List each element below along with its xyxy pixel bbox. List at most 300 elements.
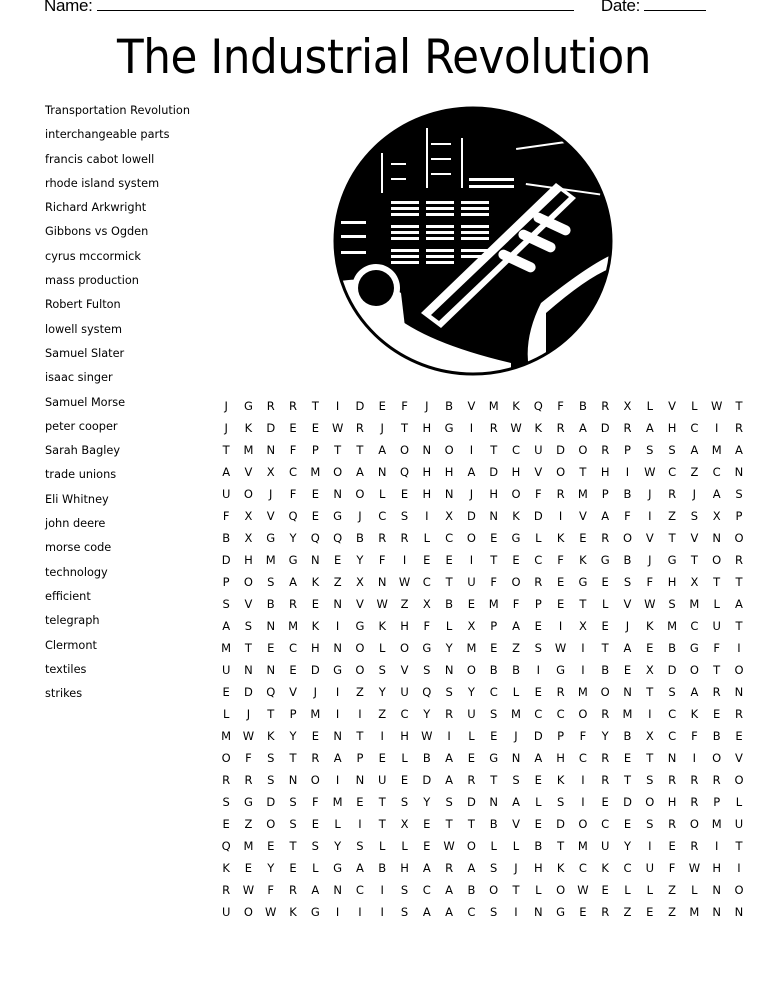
grid-letter[interactable]: L (535, 531, 542, 545)
grid-letter[interactable]: J (625, 619, 630, 633)
grid-letter[interactable]: S (512, 773, 520, 787)
grid-letter[interactable]: A (445, 751, 454, 765)
grid-letter[interactable]: V (244, 465, 253, 479)
grid-letter[interactable]: F (557, 399, 564, 413)
grid-letter[interactable]: T (334, 443, 342, 457)
grid-letter[interactable]: I (447, 729, 451, 743)
grid-letter[interactable]: Y (378, 685, 386, 699)
grid-letter[interactable]: S (646, 817, 654, 831)
grid-letter[interactable]: A (690, 685, 699, 699)
grid-letter[interactable]: O (243, 905, 253, 919)
grid-letter[interactable]: I (380, 883, 384, 897)
grid-letter[interactable]: B (445, 399, 454, 413)
grid-letter[interactable]: P (356, 751, 364, 765)
grid-letter[interactable]: U (600, 839, 610, 853)
grid-letter[interactable]: S (400, 509, 409, 523)
grid-letter[interactable]: T (735, 839, 743, 853)
grid-letter[interactable]: W (644, 465, 656, 479)
grid-letter[interactable]: I (358, 905, 362, 919)
grid-letter[interactable]: K (601, 861, 609, 875)
grid-letter[interactable]: V (266, 509, 275, 523)
grid-letter[interactable]: U (534, 443, 543, 457)
grid-letter[interactable]: U (400, 685, 409, 699)
grid-letter[interactable]: N (712, 531, 721, 545)
grid-letter[interactable]: B (601, 663, 610, 677)
grid-letter[interactable]: V (534, 465, 543, 479)
grid-letter[interactable]: E (601, 619, 609, 633)
grid-letter[interactable]: S (222, 597, 230, 611)
grid-letter[interactable]: T (244, 641, 252, 655)
grid-letter[interactable]: E (400, 773, 409, 787)
grid-letter[interactable]: M (288, 619, 298, 633)
grid-letter[interactable]: P (490, 619, 498, 633)
grid-letter[interactable]: M (466, 641, 477, 655)
grid-letter[interactable]: P (289, 707, 297, 721)
grid-letter[interactable]: L (535, 883, 542, 897)
grid-letter[interactable]: T (557, 839, 565, 853)
grid-letter[interactable]: R (289, 597, 298, 611)
grid-letter[interactable]: Z (244, 817, 253, 831)
grid-letter[interactable]: J (224, 421, 228, 435)
grid-letter[interactable]: D (466, 509, 476, 523)
grid-letter[interactable]: L (379, 641, 386, 655)
grid-letter[interactable]: A (601, 509, 610, 523)
grid-letter[interactable]: D (623, 795, 632, 809)
grid-letter[interactable]: E (579, 531, 587, 545)
grid-letter[interactable]: N (623, 685, 632, 699)
grid-letter[interactable]: E (311, 487, 319, 501)
grid-letter[interactable]: G (333, 663, 343, 677)
grid-letter[interactable]: S (646, 443, 654, 457)
grid-letter[interactable]: W (710, 399, 723, 413)
grid-letter[interactable]: Y (423, 707, 431, 721)
grid-letter[interactable]: Y (467, 685, 475, 699)
grid-letter[interactable]: J (246, 707, 251, 721)
grid-letter[interactable]: R (489, 421, 498, 435)
grid-letter[interactable]: S (556, 795, 565, 809)
grid-letter[interactable]: G (243, 399, 253, 413)
grid-letter[interactable]: F (289, 443, 297, 457)
grid-letter[interactable]: H (400, 619, 409, 633)
grid-letter[interactable]: N (667, 751, 677, 765)
grid-letter[interactable]: F (289, 487, 297, 501)
grid-letter[interactable]: D (466, 795, 476, 809)
grid-letter[interactable]: E (222, 817, 230, 831)
grid-letter[interactable]: H (400, 729, 409, 743)
grid-letter[interactable]: H (422, 465, 432, 479)
grid-letter[interactable]: H (444, 465, 454, 479)
grid-letter[interactable]: X (578, 619, 587, 633)
grid-letter[interactable]: V (400, 663, 409, 677)
grid-letter[interactable]: R (601, 751, 610, 765)
grid-letter[interactable]: R (712, 685, 721, 699)
grid-letter[interactable]: R (534, 575, 543, 589)
grid-letter[interactable]: R (556, 685, 565, 699)
grid-letter[interactable]: Q (310, 531, 320, 545)
grid-letter[interactable]: F (512, 597, 520, 611)
grid-letter[interactable]: E (400, 487, 409, 501)
grid-letter[interactable]: S (646, 773, 654, 787)
grid-letter[interactable]: R (601, 531, 610, 545)
grid-letter[interactable]: B (668, 641, 677, 655)
grid-letter[interactable]: S (267, 751, 275, 765)
grid-letter[interactable]: B (623, 729, 632, 743)
grid-letter[interactable]: S (289, 795, 297, 809)
grid-letter[interactable]: C (668, 707, 677, 721)
grid-letter[interactable]: W (510, 421, 522, 435)
grid-letter[interactable]: C (668, 729, 677, 743)
grid-letter[interactable]: W (242, 729, 255, 743)
grid-letter[interactable]: F (557, 553, 564, 567)
grid-letter[interactable]: O (578, 817, 588, 831)
grid-letter[interactable]: M (310, 465, 321, 479)
grid-letter[interactable]: V (645, 531, 654, 545)
grid-letter[interactable]: F (267, 883, 275, 897)
grid-letter[interactable]: O (712, 751, 722, 765)
grid-letter[interactable]: I (581, 795, 585, 809)
grid-letter[interactable]: S (668, 443, 676, 457)
grid-letter[interactable]: K (512, 399, 520, 413)
grid-letter[interactable]: T (646, 751, 654, 765)
grid-letter[interactable]: U (712, 619, 721, 633)
grid-letter[interactable]: M (221, 641, 232, 655)
grid-letter[interactable]: A (445, 773, 454, 787)
grid-letter[interactable]: T (401, 421, 409, 435)
grid-letter[interactable]: H (244, 553, 253, 567)
grid-letter[interactable]: D (556, 443, 566, 457)
grid-letter[interactable]: S (534, 641, 542, 655)
grid-letter[interactable]: C (400, 707, 409, 721)
grid-letter[interactable]: E (512, 553, 520, 567)
grid-letter[interactable]: C (534, 707, 543, 721)
grid-letter[interactable]: T (490, 553, 498, 567)
grid-letter[interactable]: D (422, 773, 432, 787)
grid-letter[interactable]: X (422, 597, 431, 611)
grid-letter[interactable]: B (489, 663, 498, 677)
grid-letter[interactable]: O (243, 575, 253, 589)
grid-letter[interactable]: T (445, 575, 453, 589)
grid-letter[interactable]: U (221, 663, 231, 677)
grid-letter[interactable]: Z (668, 509, 677, 523)
grid-letter[interactable]: I (335, 707, 340, 721)
grid-letter[interactable]: F (668, 861, 676, 875)
grid-letter[interactable]: T (713, 663, 721, 677)
grid-letter[interactable]: R (266, 399, 275, 413)
grid-letter[interactable]: I (648, 509, 652, 523)
grid-letter[interactable]: T (690, 553, 698, 567)
grid-letter[interactable]: T (735, 575, 743, 589)
grid-letter[interactable]: U (645, 861, 654, 875)
grid-letter[interactable]: T (646, 685, 654, 699)
grid-letter[interactable]: N (377, 575, 387, 589)
grid-letter[interactable]: M (243, 443, 254, 457)
grid-letter[interactable]: B (355, 531, 364, 545)
grid-letter[interactable]: S (490, 905, 498, 919)
grid-letter[interactable]: O (734, 663, 744, 677)
grid-letter[interactable]: L (379, 839, 386, 853)
grid-letter[interactable]: K (244, 421, 253, 435)
grid-letter[interactable]: S (311, 839, 319, 853)
grid-letter[interactable]: E (623, 663, 632, 677)
grid-letter[interactable]: O (511, 575, 521, 589)
grid-letter[interactable]: H (511, 465, 521, 479)
grid-letter[interactable]: A (422, 861, 431, 875)
grid-letter[interactable]: L (312, 861, 319, 875)
grid-letter[interactable]: R (400, 531, 409, 545)
grid-letter[interactable]: Y (445, 641, 453, 655)
grid-letter[interactable]: M (622, 707, 633, 721)
grid-letter[interactable]: R (690, 773, 699, 787)
grid-letter[interactable]: U (221, 487, 231, 501)
grid-letter[interactable]: E (623, 817, 632, 831)
grid-letter[interactable]: B (422, 751, 431, 765)
grid-letter[interactable]: H (400, 861, 409, 875)
grid-letter[interactable]: S (400, 883, 409, 897)
grid-letter[interactable]: E (534, 773, 542, 787)
grid-letter[interactable]: E (311, 509, 319, 523)
grid-letter[interactable]: W (644, 597, 656, 611)
grid-letter[interactable]: X (400, 817, 409, 831)
grid-letter[interactable]: L (468, 729, 475, 743)
grid-letter[interactable]: O (355, 641, 365, 655)
grid-letter[interactable]: E (556, 597, 565, 611)
grid-letter[interactable]: K (512, 509, 520, 523)
grid-letter[interactable]: S (267, 773, 275, 787)
grid-letter[interactable]: E (490, 729, 498, 743)
date-field[interactable] (644, 0, 706, 11)
grid-letter[interactable]: P (735, 509, 743, 523)
grid-letter[interactable]: E (646, 905, 654, 919)
grid-letter[interactable]: A (289, 575, 297, 589)
grid-letter[interactable]: R (601, 773, 610, 787)
grid-letter[interactable]: P (601, 487, 609, 501)
grid-letter[interactable]: C (690, 421, 699, 435)
grid-letter[interactable]: I (469, 553, 474, 567)
grid-letter[interactable]: I (714, 839, 719, 853)
grid-letter[interactable]: R (668, 487, 677, 501)
grid-letter[interactable]: N (333, 641, 342, 655)
grid-letter[interactable]: K (646, 619, 654, 633)
grid-letter[interactable]: U (378, 773, 387, 787)
grid-letter[interactable]: O (466, 531, 476, 545)
grid-letter[interactable]: S (356, 839, 364, 853)
grid-letter[interactable]: C (578, 861, 587, 875)
grid-letter[interactable]: M (689, 905, 700, 919)
grid-letter[interactable]: P (311, 443, 319, 457)
grid-letter[interactable]: D (266, 421, 276, 435)
grid-letter[interactable]: M (332, 795, 343, 809)
grid-letter[interactable]: N (712, 905, 721, 919)
grid-letter[interactable]: C (511, 443, 521, 457)
grid-letter[interactable]: Y (601, 729, 609, 743)
grid-letter[interactable]: Q (333, 531, 343, 545)
grid-letter[interactable]: G (333, 861, 343, 875)
grid-letter[interactable]: J (514, 729, 518, 743)
grid-letter[interactable]: J (380, 421, 384, 435)
grid-letter[interactable]: Y (334, 839, 342, 853)
grid-letter[interactable]: W (688, 861, 701, 875)
grid-letter[interactable]: Z (512, 641, 520, 655)
grid-letter[interactable]: A (355, 465, 364, 479)
grid-letter[interactable]: S (668, 685, 676, 699)
grid-letter[interactable]: Y (289, 531, 297, 545)
grid-letter[interactable]: C (422, 883, 431, 897)
grid-letter[interactable]: G (511, 531, 521, 545)
grid-letter[interactable]: O (310, 773, 320, 787)
grid-letter[interactable]: A (311, 883, 320, 897)
grid-letter[interactable]: E (311, 817, 319, 831)
grid-letter[interactable]: N (422, 443, 432, 457)
grid-letter[interactable]: D (600, 421, 610, 435)
grid-letter[interactable]: T (378, 817, 386, 831)
grid-letter[interactable]: F (222, 509, 230, 523)
grid-letter[interactable]: R (623, 421, 632, 435)
grid-letter[interactable]: T (579, 465, 587, 479)
grid-letter[interactable]: X (467, 619, 476, 633)
grid-letter[interactable]: I (335, 619, 340, 633)
grid-letter[interactable]: W (376, 597, 388, 611)
grid-letter[interactable]: S (490, 861, 498, 875)
grid-letter[interactable]: A (445, 905, 454, 919)
grid-letter[interactable]: S (400, 905, 409, 919)
grid-letter[interactable]: E (289, 861, 297, 875)
grid-letter[interactable]: X (266, 465, 275, 479)
grid-letter[interactable]: P (557, 729, 565, 743)
grid-letter[interactable]: Q (288, 509, 298, 523)
grid-letter[interactable]: O (511, 487, 521, 501)
grid-letter[interactable]: T (579, 597, 587, 611)
grid-letter[interactable]: A (333, 751, 342, 765)
grid-letter[interactable]: D (556, 817, 566, 831)
grid-letter[interactable]: F (423, 619, 431, 633)
grid-letter[interactable]: O (466, 663, 476, 677)
grid-letter[interactable]: O (466, 839, 476, 853)
grid-letter[interactable]: L (535, 795, 542, 809)
grid-letter[interactable]: J (425, 399, 429, 413)
grid-letter[interactable]: M (667, 619, 678, 633)
grid-letter[interactable]: I (335, 773, 340, 787)
grid-letter[interactable]: S (400, 795, 409, 809)
grid-letter[interactable]: E (534, 817, 542, 831)
grid-letter[interactable]: Y (356, 553, 364, 567)
grid-letter[interactable]: O (600, 685, 610, 699)
grid-letter[interactable]: Q (221, 839, 231, 853)
grid-letter[interactable]: I (581, 663, 585, 677)
grid-letter[interactable]: R (289, 399, 298, 413)
grid-letter[interactable]: T (445, 817, 453, 831)
grid-letter[interactable]: C (378, 509, 387, 523)
grid-letter[interactable]: H (422, 487, 432, 501)
grid-letter[interactable]: H (556, 751, 565, 765)
grid-letter[interactable]: T (356, 729, 364, 743)
grid-letter[interactable]: W (554, 641, 567, 655)
grid-letter[interactable]: V (623, 597, 632, 611)
grid-letter[interactable]: T (356, 443, 364, 457)
grid-letter[interactable]: F (579, 729, 587, 743)
grid-letter[interactable]: N (444, 663, 454, 677)
grid-letter[interactable]: D (221, 553, 231, 567)
grid-letter[interactable]: R (445, 861, 454, 875)
grid-letter[interactable]: U (221, 905, 231, 919)
grid-letter[interactable]: F (646, 575, 654, 589)
grid-letter[interactable]: V (512, 817, 520, 831)
grid-letter[interactable]: O (734, 773, 744, 787)
grid-letter[interactable]: E (423, 839, 431, 853)
grid-letter[interactable]: W (265, 905, 277, 919)
grid-letter[interactable]: J (692, 487, 697, 501)
grid-letter[interactable]: D (489, 465, 499, 479)
grid-letter[interactable]: N (333, 729, 342, 743)
grid-letter[interactable]: P (624, 443, 631, 457)
grid-letter[interactable]: G (266, 531, 276, 545)
grid-letter[interactable]: D (533, 729, 543, 743)
grid-letter[interactable]: L (713, 597, 720, 611)
grid-letter[interactable]: A (222, 619, 231, 633)
grid-letter[interactable]: E (490, 641, 498, 655)
grid-letter[interactable]: W (421, 729, 433, 743)
grid-letter[interactable]: K (690, 707, 699, 721)
grid-letter[interactable]: R (690, 795, 699, 809)
grid-letter[interactable]: N (288, 773, 298, 787)
grid-letter[interactable]: O (645, 795, 655, 809)
grid-letter[interactable]: S (289, 817, 297, 831)
grid-letter[interactable]: P (534, 597, 542, 611)
grid-letter[interactable]: E (601, 883, 609, 897)
grid-letter[interactable]: C (445, 531, 454, 545)
grid-letter[interactable]: P (713, 795, 721, 809)
grid-letter[interactable]: K (378, 619, 386, 633)
grid-letter[interactable]: T (735, 399, 743, 413)
grid-letter[interactable]: E (490, 531, 498, 545)
grid-letter[interactable]: L (401, 751, 408, 765)
grid-letter[interactable]: S (445, 685, 453, 699)
grid-letter[interactable]: F (312, 795, 319, 809)
grid-letter[interactable]: T (289, 839, 297, 853)
grid-letter[interactable]: B (534, 839, 543, 853)
grid-letter[interactable]: G (689, 641, 699, 655)
grid-letter[interactable]: F (245, 751, 252, 765)
grid-letter[interactable]: E (579, 905, 587, 919)
grid-letter[interactable]: Z (400, 597, 409, 611)
grid-letter[interactable]: K (289, 905, 297, 919)
grid-letter[interactable]: Q (533, 399, 543, 413)
grid-letter[interactable]: R (668, 817, 677, 831)
grid-letter[interactable]: G (600, 553, 610, 567)
grid-letter[interactable]: E (646, 641, 654, 655)
grid-letter[interactable]: O (734, 883, 744, 897)
grid-letter[interactable]: F (624, 509, 631, 523)
grid-letter[interactable]: I (536, 663, 540, 677)
grid-letter[interactable]: Y (289, 729, 297, 743)
grid-letter[interactable]: A (623, 641, 632, 655)
grid-letter[interactable]: R (668, 773, 677, 787)
grid-letter[interactable]: E (423, 553, 431, 567)
grid-letter[interactable]: I (469, 421, 474, 435)
grid-letter[interactable]: E (356, 795, 364, 809)
grid-letter[interactable]: X (623, 399, 632, 413)
grid-letter[interactable]: L (691, 883, 698, 897)
grid-letter[interactable]: I (380, 729, 384, 743)
grid-letter[interactable]: T (713, 575, 721, 589)
grid-letter[interactable]: N (266, 663, 276, 677)
grid-letter[interactable]: C (467, 905, 476, 919)
grid-letter[interactable]: I (648, 839, 652, 853)
grid-letter[interactable]: E (445, 553, 453, 567)
grid-letter[interactable]: D (533, 509, 543, 523)
grid-letter[interactable]: T (623, 773, 631, 787)
grid-letter[interactable]: O (556, 465, 566, 479)
grid-letter[interactable]: J (358, 509, 362, 523)
